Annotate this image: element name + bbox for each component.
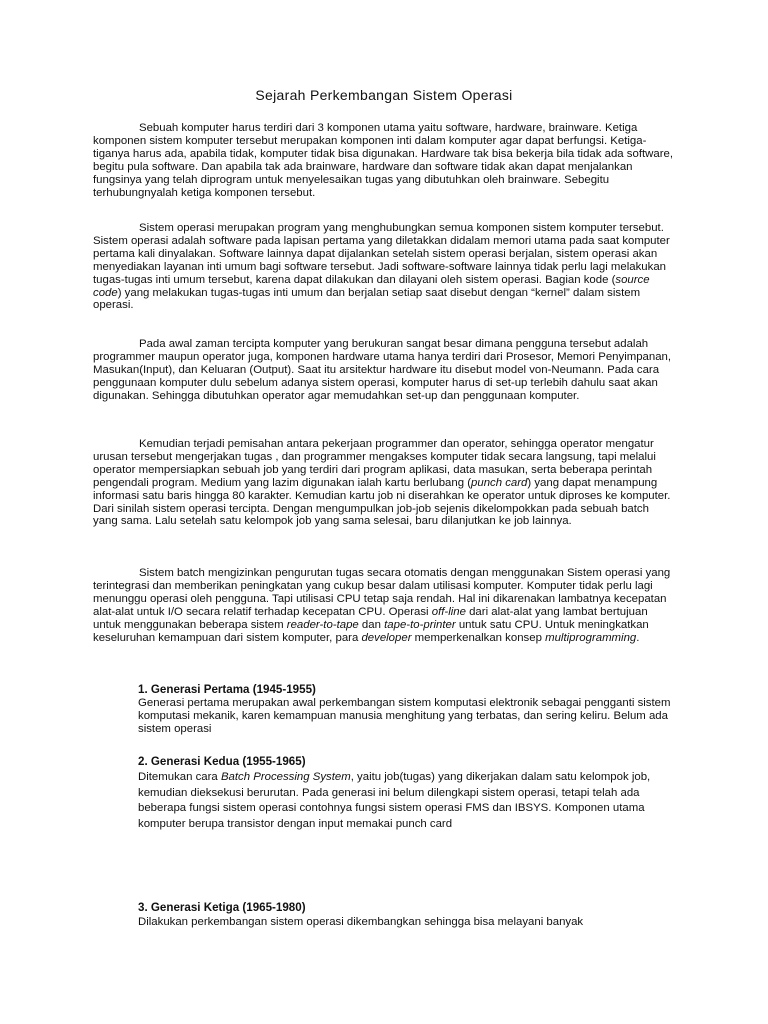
italic-text-segment: developer [361, 631, 412, 644]
paragraph-1 [93, 122, 675, 199]
italic-text-segment: reader-to-tape [286, 618, 359, 631]
text-segment: Ditemukan cara [138, 771, 221, 783]
text-segment: memperkenalkan konsep [411, 631, 546, 644]
section-heading-generasi-kedua: 2. Generasi Kedua (1955-1965) [138, 755, 306, 768]
text-segment: Sebuah komputer harus terdiri dari 3 komponen utama yaitu software, hardware, brainware. Ketiga komponen sistem komputer tersebut merupakan komponen inti dalam komputer agar dapat berfungsi. Ketiga-tiganya harus ada, apabila tidak, komputer tidak bisa digunakan. Hardware tak bisa bekerja bila tidak ada software, begitu pula software. Dan apabila tak ada brainware, hardware dan software tidak akan dapat menjalankan fungsinya yang telah diprogram untuk menyelesaikan tugas yang dibutuhkan oleh brainware. Sebegitu terhubungnyalah ketiga komponen tersebut. [93, 122, 673, 199]
italic-text-segment: Batch Processing System [220, 771, 351, 783]
text-segment: Sistem batch mengizinkan pengurutan tugas secara otomatis dengan menggunakan Sistem operasi yang terintegrasi dan memberikan peningkatan yang cukup besar dalam utilisasi komputer. Komputer tidak perlu lagi menunggu operasi oleh pengguna. Tapi utilisasi CPU tetap saja rendah. Hal ini dikarenakan lambatnya kecepatan alat-alat untuk I/O secara relatif terhadap kecepatan CPU. Operasi [93, 567, 671, 618]
text-segment: Dilakukan perkembangan sistem operasi dikembangkan sehingga bisa melayani banyak [138, 916, 584, 928]
text-segment: dan [358, 618, 385, 631]
text-segment: Sistem operasi merupakan program yang menghubungkan semua komponen sistem komputer tersebut. Sistem operasi adalah software pada lapisan pertama yang diletakkan didalam memori utama pada saat komputer pertama kali dinyalakan. Software lainnya dapat dijalankan setelah sistem operasi berjalan, sistem operasi akan menyediakan layanan inti umum bagi software tersebut. Jadi software-software lainnya tidak perlu lagi melakukan tugas-tugas inti umum tersebut, karena dapat dilakukan dan dilayani oleh sistem operasi. Bagian kode ( [93, 222, 670, 286]
text-segment: . [636, 631, 640, 644]
text-segment: untuk satu CPU. Untuk meningkatkan keseluruhan kemampuan dari sistem komputer, para [93, 618, 649, 644]
text-segment: dari alat-alat yang lambat bertujuan untuk menggunakan beberapa sistem [93, 605, 648, 631]
section-body-generasi-pertama [138, 697, 678, 736]
paragraph-5 [93, 567, 675, 644]
section-body-generasi-kedua [138, 770, 683, 832]
italic-text-segment: off-line [431, 605, 466, 618]
text-segment: ) yang melakukan tugas-tugas inti umum dan berjalan setiap saat disebut dengan “kernel” dalam sistem operasi. [93, 286, 641, 312]
section-heading-generasi-ketiga: 3. Generasi Ketiga (1965-1980) [138, 901, 306, 914]
text-segment: Generasi pertama merupakan awal perkembangan sistem komputasi elektronik sebagai pengganti sistem komputasi mekanik, karen kemampuan manusia menghitung yang terbatas, dan sering keliru. Belum ada sistem operasi [138, 697, 671, 735]
section-body-generasi-ketiga [138, 915, 683, 931]
section-heading-generasi-pertama: 1. Generasi Pertama (1945-1955) [138, 683, 316, 696]
text-segment: , yaitu job(tugas) yang dikerjakan dalam satu kelompok job, kemudian dieksekusi berurutan. Pada generasi ini belum dilengkapi sistem operasi, tetapi telah ada beberapa fungsi sistem operasi contohnya fungsi sistem operasi FMS dan IBSYS. Komponen utama komputer berupa transistor dengan input memakai punch card [138, 771, 651, 830]
paragraph-4 [93, 438, 675, 528]
paragraph-3 [93, 338, 675, 403]
italic-text-segment: source code [93, 273, 650, 299]
text-segment: Pada awal zaman tercipta komputer yang berukuran sangat besar dimana pengguna tersebut adalah programmer maupun operator juga, komponen hardware utama hanya terdiri dari Prosesor, Memori Penyimpanan, Masukan(Input), dan Keluaran (Output). Saat itu arsitektur hardware itu disebut model von-Neumann. Pada cara penggunaan komputer dulu sebelum adanya sistem operasi, komputer harus di set-up terlebih dahulu saat akan digunakan. Sehingga dibutuhkan operator agar memudahkan set-up dan penggunaan komputer. [93, 338, 672, 402]
italic-text-segment: tape-to-printer [384, 618, 456, 631]
italic-text-segment: punch card [471, 476, 528, 489]
text-segment: ) yang dapat menampung informasi satu baris hingga 80 karakter. Kemudian kartu job ni diserahkan ke operator untuk diproses ke komputer. Dari sinilah sistem operasi tercipta. Dengan mengumpulkan job-job sejenis dikelompokkan pada sebuah batch yang sama. Lalu setelah satu kelompok job yang sama selesai, baru dilanjutkan ke job lainnya. [93, 476, 671, 528]
paragraph-2 [93, 222, 675, 312]
document-title: Sejarah Perkembangan Sistem Operasi [255, 87, 513, 103]
italic-text-segment: multiprogramming [545, 631, 637, 644]
text-segment: Kemudian terjadi pemisahan antara pekerjaan programmer dan operator, sehingga operator mengatur urusan tersebut mengerjakan tugas , dan programmer mengakses komputer tidak secara langsung, tapi melalui operator mempersiapkan sebuah job yang terdiri dari program aplikasi, data masukan, serta beberapa perintah pengendali program. Medium yang lazim digunakan ialah kartu berlubang ( [93, 438, 656, 489]
